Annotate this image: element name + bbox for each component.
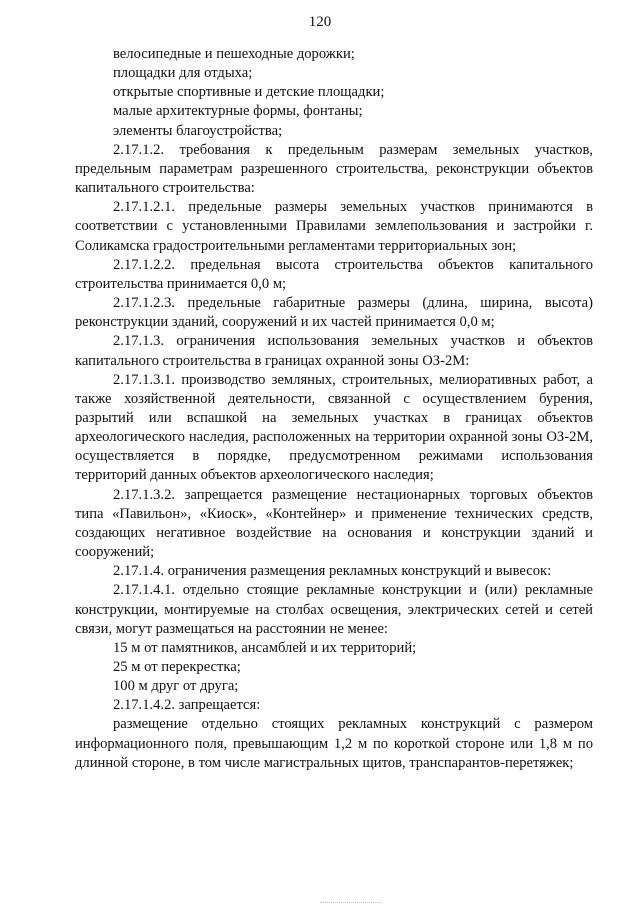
page-number: 120: [308, 14, 332, 30]
clause-2-17-1-2: 2.17.1.2. требования к предельным размерам земельных участков, предельным параметрам разрешенного строительства, реконструкции объектов капитального строительства:: [75, 141, 593, 197]
list-item-bike-paths: велосипедные и пешеходные дорожки;: [113, 46, 355, 62]
clause-2-17-1-4-2: 2.17.1.4.2. запрещается:: [113, 697, 261, 714]
clause-2-17-1-4-1: 2.17.1.4.1. отдельно стоящие рекламные конструкции и (или) рекламные конструкции, монтируемые на столбах освещения, электрических сетей и сетей связи, могут размещаться на расстоянии не менее:: [75, 582, 593, 637]
clause-2-17-1-3: 2.17.1.3. ограничения использования земельных участков и объектов капитального строительства в границах охранной зоны ОЗ-2М:: [75, 333, 593, 369]
clause-2-17-1-2-1: 2.17.1.2.1. предельные размеры земельных участков принимаются в соответствии с установленными Правилами землепользования и застройки г. Соликамска градостроительными регламентами территориальных зон;: [75, 199, 593, 254]
list-item-rest-areas: площадки для отдыха;: [113, 65, 253, 82]
prohibition-large-billboards: размещение отдельно стоящих рекламных конструкций с размером информационного поля, превышающим 1,2 м по короткой стороне или 1,8 м по длинной стороне, в том числе магистральных щитов, транспарантов-перетяжек;: [75, 716, 593, 771]
distance-item-monuments: 15 м от памятников, ансамблей и их территорий;: [113, 639, 417, 656]
list-item-sports-grounds: открытые спортивные и детские площадки;: [113, 84, 385, 101]
distance-item-each-other: 100 м друг от друга;: [113, 678, 239, 695]
clause-2-17-1-2-3: 2.17.1.2.3. предельные габаритные размеры (длина, ширина, высота) реконструкции зданий, сооружений и их частей принимается 0,0 м;: [75, 295, 593, 331]
document-body: [75, 45, 593, 773]
clause-2-17-1-4: 2.17.1.4. ограничения размещения рекламных конструкций и вывесок:: [113, 563, 552, 580]
clause-2-17-1-2-2: 2.17.1.2.2. предельная высота строительства объектов капитального строительства принимается 0,0 м;: [75, 256, 593, 292]
scan-artifact-line: [320, 902, 380, 903]
list-item-small-forms: малые архитектурные формы, фонтаны;: [113, 103, 363, 120]
clause-2-17-1-3-2: 2.17.1.3.2. запрещается размещение нестационарных торговых объектов типа «Павильон», «Киоск», «Контейнер» и применение технических средств, создающих негативное воздействие на основания и конструкции зданий и сооружений;: [75, 486, 593, 561]
clause-2-17-1-3-1: 2.17.1.3.1. производство земляных, строительных, мелиоративных работ, а также хозяйственной деятельности, связанной с осуществлением бурения, разрытий или вспашкой на земельных участках в границах объектов археологического наследия, расположенных на территории охранной зоны ОЗ-2М, осуществляется в порядке, предусмотренном режимами использования территорий данных объектов археологического наследия;: [75, 371, 593, 484]
distance-item-intersection: 25 м от перекрестка;: [113, 659, 241, 675]
list-item-landscaping: элементы благоустройства;: [113, 122, 283, 139]
